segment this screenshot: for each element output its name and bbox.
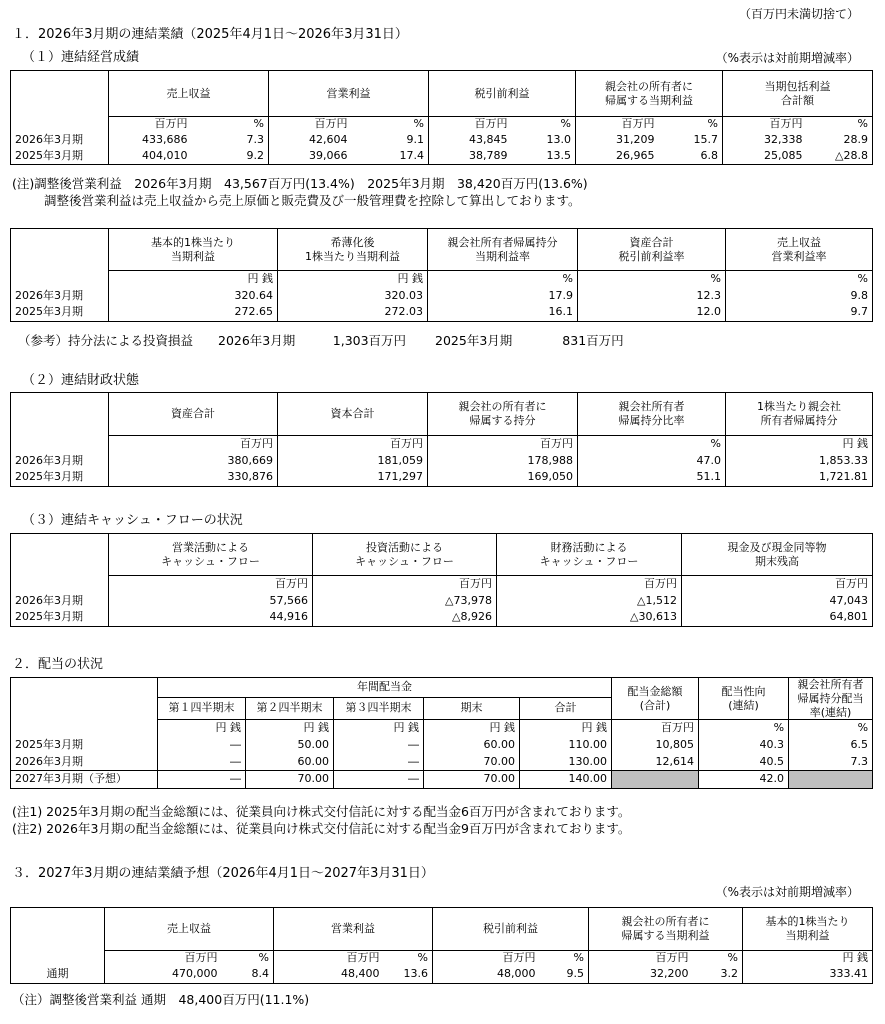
value-cell: 47.0 <box>578 453 726 470</box>
value-cell: 404,010 <box>109 149 192 165</box>
value-cell: 9.1 <box>352 133 429 149</box>
unit-cell: % <box>222 951 274 967</box>
value-cell: 70.00 <box>246 771 334 789</box>
value-cell: 43,845 <box>429 133 512 149</box>
unit-note: （百万円未満切捨て） <box>738 7 859 21</box>
table-row <box>11 593 873 610</box>
value-cell: 40.5 <box>699 754 789 771</box>
unit-cell: 百万円 <box>433 951 540 967</box>
row-label: 2026年3月期 <box>11 133 109 149</box>
value-cell: 433,686 <box>109 133 192 149</box>
value-cell: 12.3 <box>578 288 726 305</box>
unit-cell: 円 銭 <box>743 951 873 967</box>
unit-cell: 百万円 <box>109 436 278 453</box>
col-header: 親会社所有者 帰属持分比率 <box>578 393 726 436</box>
annual-dividend-header: 年間配当金 <box>158 678 612 698</box>
table-row <box>11 967 873 984</box>
value-cell: △1,512 <box>497 593 682 610</box>
operating-results-table <box>10 70 873 165</box>
col-header: 資本合計 <box>278 393 428 436</box>
value-cell: 25,085 <box>723 149 807 165</box>
shaded-cell <box>789 771 873 789</box>
unit-cell: % <box>693 951 743 967</box>
value-cell: 38,789 <box>429 149 512 165</box>
row-label: 2025年3月期 <box>11 305 109 322</box>
value-cell: 16.1 <box>428 305 578 322</box>
table-row <box>11 149 873 165</box>
unit-cell: 円 銭 <box>334 720 424 737</box>
value-cell: 12,614 <box>612 754 699 771</box>
value-cell: 1,853.33 <box>726 453 873 470</box>
unit-cell: 円 銭 <box>424 720 520 737</box>
adjusted-op-note: (注)調整後営業利益 2026年3月期 43,567百万円(13.4%) 2025年3月期 38,420百万円(13.6%) <box>12 176 588 191</box>
unit-cell: % <box>384 951 433 967</box>
unit-cell: 百万円 <box>682 576 873 593</box>
row-label: 2026年3月期 <box>11 288 109 305</box>
value-cell: ― <box>334 754 424 771</box>
unit-cell: % <box>578 271 726 288</box>
col-header: 親会社の所有者に 帰属する当期利益 <box>589 908 743 951</box>
section5-title: ３．2027年3月期の連結業績予想（2026年4月1日～2027年3月31日） <box>12 866 434 881</box>
value-cell: 13.0 <box>512 133 576 149</box>
value-cell: 181,059 <box>278 453 428 470</box>
value-cell: ― <box>158 754 246 771</box>
unit-cell: 百万円 <box>612 720 699 737</box>
value-cell: 26,965 <box>576 149 659 165</box>
unit-cell: 百万円 <box>274 951 384 967</box>
unit-cell: % <box>512 117 576 133</box>
financial-position-table <box>10 392 873 487</box>
value-cell: 48,400 <box>274 967 384 984</box>
value-cell: 70.00 <box>424 771 520 789</box>
value-cell: 17.4 <box>352 149 429 165</box>
col-header: 当期包括利益 合計額 <box>723 71 873 117</box>
col-header: 親会社の所有者に 帰属する当期利益 <box>576 71 723 117</box>
section3-title: （３）連結キャッシュ・フローの状況 <box>22 513 243 528</box>
unit-cell: 百万円 <box>278 436 428 453</box>
col-header: 第１四半期末 <box>158 698 246 720</box>
row-label: 2025年3月期 <box>11 149 109 165</box>
table-row <box>11 453 873 470</box>
table-row <box>11 288 873 305</box>
col-header: 1株当たり親会社 所有者帰属持分 <box>726 393 873 436</box>
value-cell: 140.00 <box>520 771 612 789</box>
col-header: 財務活動による キャッシュ・フロー <box>497 534 682 576</box>
unit-cell: 円 銭 <box>520 720 612 737</box>
col-header: 親会社所有者帰属持分 当期利益率 <box>428 229 578 271</box>
pct-note-1: （%表示は対前期増減率） <box>715 51 859 65</box>
col-header: 基本的1株当たり 当期利益 <box>743 908 873 951</box>
value-cell: △8,926 <box>313 610 497 627</box>
value-cell: ― <box>158 771 246 789</box>
value-cell: 470,000 <box>105 967 222 984</box>
col-header: 資産合計 <box>109 393 278 436</box>
col-header: 基本的1株当たり 当期利益 <box>109 229 278 271</box>
col-header: 売上収益 <box>109 71 269 117</box>
value-cell: 57,566 <box>109 593 313 610</box>
unit-cell: % <box>578 436 726 453</box>
value-cell: 42.0 <box>699 771 789 789</box>
per-share-table <box>10 228 873 322</box>
unit-cell: 百万円 <box>109 576 313 593</box>
value-cell: 50.00 <box>246 737 334 754</box>
value-cell: 272.03 <box>278 305 428 322</box>
value-cell: 178,988 <box>428 453 578 470</box>
value-cell: 13.5 <box>512 149 576 165</box>
unit-cell: 円 銭 <box>278 271 428 288</box>
unit-cell: 百万円 <box>723 117 807 133</box>
unit-cell: 百万円 <box>269 117 352 133</box>
shaded-cell <box>612 771 699 789</box>
dividend-note-2: (注2) 2026年3月期の配当金総額には、従業員向け株式交付信託に対する配当金9百万円が含まれております。 <box>12 821 631 836</box>
value-cell: 9.8 <box>726 288 873 305</box>
col-header: 親会社所有者 帰属持分配当 率(連結) <box>789 678 873 720</box>
value-cell: 110.00 <box>520 737 612 754</box>
value-cell: ― <box>158 737 246 754</box>
value-cell: 39,066 <box>269 149 352 165</box>
value-cell: 9.7 <box>726 305 873 322</box>
unit-cell: 百万円 <box>589 951 693 967</box>
row-label: 2025年3月期 <box>11 610 109 627</box>
unit-cell: 百万円 <box>105 951 222 967</box>
value-cell: 64,801 <box>682 610 873 627</box>
unit-cell: 円 銭 <box>109 271 278 288</box>
col-header: 希薄化後 1株当たり当期利益 <box>278 229 428 271</box>
col-header: 投資活動による キャッシュ・フロー <box>313 534 497 576</box>
value-cell: 169,050 <box>428 470 578 487</box>
row-label: 2027年3月期（予想） <box>11 771 158 789</box>
row-label: 2025年3月期 <box>11 737 158 754</box>
table-row <box>11 771 873 789</box>
value-cell: △73,978 <box>313 593 497 610</box>
col-header: 第３四半期末 <box>334 698 424 720</box>
unit-cell: % <box>352 117 429 133</box>
unit-cell: 百万円 <box>313 576 497 593</box>
section1-title: １．2026年3月期の連結業績（2025年4月1日～2026年3月31日） <box>12 27 408 42</box>
value-cell: 15.7 <box>659 133 723 149</box>
col-header: 現金及び現金同等物 期末残高 <box>682 534 873 576</box>
value-cell: 3.2 <box>693 967 743 984</box>
table-row <box>11 754 873 771</box>
col-header: 合計 <box>520 698 612 720</box>
value-cell: 6.8 <box>659 149 723 165</box>
unit-cell: 百万円 <box>497 576 682 593</box>
unit-cell: 円 銭 <box>246 720 334 737</box>
col-header: 親会社の所有者に 帰属する持分 <box>428 393 578 436</box>
col-header: 資産合計 税引前利益率 <box>578 229 726 271</box>
value-cell: 320.03 <box>278 288 428 305</box>
col-header: 税引前利益 <box>429 71 576 117</box>
forecast-note: （注）調整後営業利益 通期 48,400百万円(11.1%) <box>12 992 310 1007</box>
value-cell: ― <box>334 771 424 789</box>
unit-cell: % <box>789 720 873 737</box>
value-cell: 60.00 <box>424 737 520 754</box>
col-header: 配当金総額 (合計) <box>612 678 699 720</box>
value-cell: 40.3 <box>699 737 789 754</box>
table-row <box>11 305 873 322</box>
value-cell: 13.6 <box>384 967 433 984</box>
value-cell: △30,613 <box>497 610 682 627</box>
adjusted-op-definition: 調整後営業利益は売上収益から売上原価と販売費及び一般管理費を控除して算出しております。 <box>44 193 581 208</box>
value-cell: △28.8 <box>807 149 873 165</box>
unit-cell: 百万円 <box>429 117 512 133</box>
value-cell: 6.5 <box>789 737 873 754</box>
value-cell: 28.9 <box>807 133 873 149</box>
value-cell: 333.41 <box>743 967 873 984</box>
value-cell: 10,805 <box>612 737 699 754</box>
col-header: 第２四半期末 <box>246 698 334 720</box>
value-cell: ― <box>334 737 424 754</box>
unit-cell: 円 銭 <box>726 436 873 453</box>
cash-flow-table <box>10 533 873 627</box>
value-cell: 32,200 <box>589 967 693 984</box>
col-header: 期末 <box>424 698 520 720</box>
value-cell: 380,669 <box>109 453 278 470</box>
unit-cell: % <box>192 117 269 133</box>
unit-cell: % <box>726 271 873 288</box>
value-cell: 7.3 <box>789 754 873 771</box>
value-cell: 32,338 <box>723 133 807 149</box>
unit-cell: % <box>807 117 873 133</box>
value-cell: 12.0 <box>578 305 726 322</box>
col-header: 営業利益 <box>274 908 433 951</box>
table-row <box>11 610 873 627</box>
col-header: 配当性向 (連結) <box>699 678 789 720</box>
forecast-table <box>10 907 873 984</box>
unit-cell: % <box>659 117 723 133</box>
col-header: 営業活動による キャッシュ・フロー <box>109 534 313 576</box>
col-header: 売上収益 営業利益率 <box>726 229 873 271</box>
table-row <box>11 133 873 149</box>
unit-cell: % <box>428 271 578 288</box>
value-cell: 130.00 <box>520 754 612 771</box>
row-label: 2026年3月期 <box>11 453 109 470</box>
value-cell: 51.1 <box>578 470 726 487</box>
unit-cell: 円 銭 <box>158 720 246 737</box>
col-header: 営業利益 <box>269 71 429 117</box>
equity-method-note: （参考）持分法による投資損益 2026年3月期 1,303百万円 2025年3月期 831百万円 <box>18 333 624 348</box>
value-cell: 9.5 <box>540 967 589 984</box>
value-cell: 17.9 <box>428 288 578 305</box>
table-row <box>11 737 873 754</box>
value-cell: 44,916 <box>109 610 313 627</box>
row-label: 2025年3月期 <box>11 470 109 487</box>
dividend-note-1: (注1) 2025年3月期の配当金総額には、従業員向け株式交付信託に対する配当金6百万円が含まれております。 <box>12 804 631 819</box>
dividend-table <box>10 677 873 789</box>
section1-subtitle: （１）連結経営成績 <box>22 50 140 65</box>
corner-cell <box>11 71 109 117</box>
unit-cell: % <box>699 720 789 737</box>
value-cell: 70.00 <box>424 754 520 771</box>
value-cell: 171,297 <box>278 470 428 487</box>
table-row <box>11 470 873 487</box>
value-cell: 330,876 <box>109 470 278 487</box>
value-cell: 1,721.81 <box>726 470 873 487</box>
col-header: 売上収益 <box>105 908 274 951</box>
section2-title: （２）連結財政状態 <box>22 373 140 388</box>
value-cell: 47,043 <box>682 593 873 610</box>
unit-cell: 百万円 <box>428 436 578 453</box>
value-cell: 42,604 <box>269 133 352 149</box>
value-cell: 48,000 <box>433 967 540 984</box>
unit-cell: 百万円 <box>109 117 192 133</box>
col-header: 税引前利益 <box>433 908 589 951</box>
value-cell: 9.2 <box>192 149 269 165</box>
pct-note-2: （%表示は対前期増減率） <box>715 885 859 899</box>
value-cell: 320.64 <box>109 288 278 305</box>
unit-cell: 百万円 <box>576 117 659 133</box>
value-cell: 31,209 <box>576 133 659 149</box>
unit-cell: % <box>540 951 589 967</box>
row-label: 通期 <box>11 967 105 984</box>
section4-title: ２．配当の状況 <box>12 657 104 672</box>
value-cell: 272.65 <box>109 305 278 322</box>
value-cell: 7.3 <box>192 133 269 149</box>
value-cell: 8.4 <box>222 967 274 984</box>
row-label: 2026年3月期 <box>11 754 158 771</box>
row-label: 2026年3月期 <box>11 593 109 610</box>
value-cell: 60.00 <box>246 754 334 771</box>
